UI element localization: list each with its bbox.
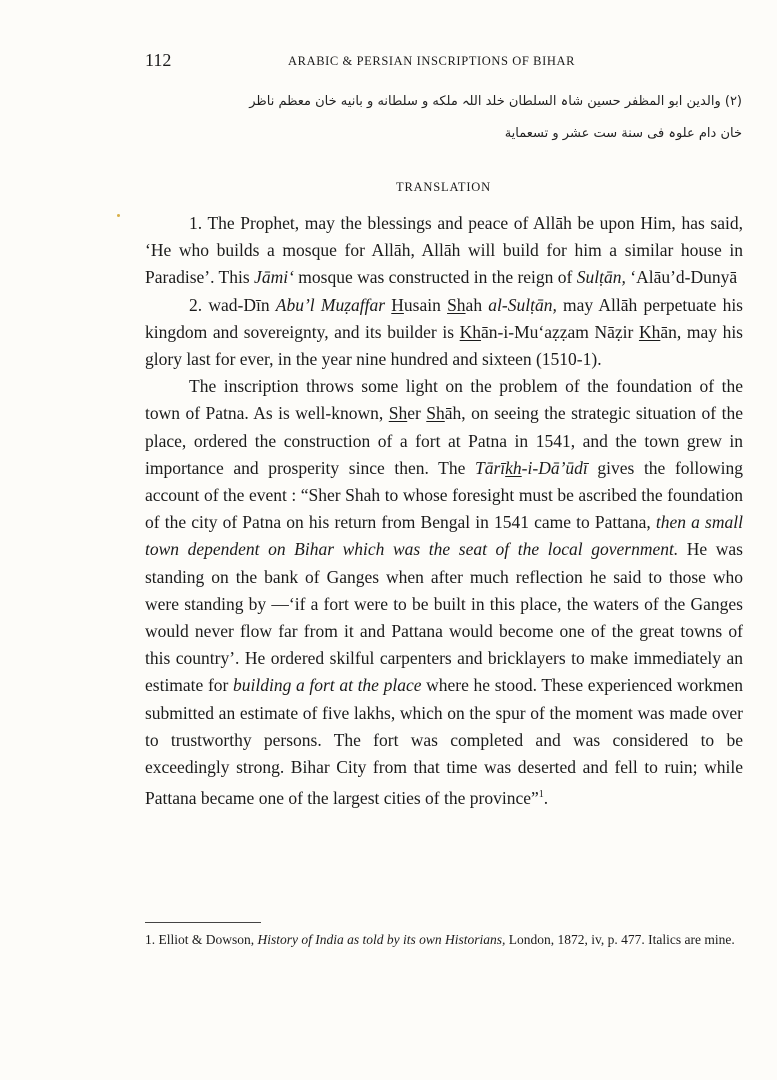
italic-quote: building a fort at the place [233,675,422,696]
footnote-number: 1. [145,932,156,947]
margin-mark [117,214,120,217]
section-title: TRANSLATION [396,180,491,194]
italic-quote: then a small town dependent on Bihar which was the seat of the local government. [145,512,743,560]
italic-term: Tārī [474,457,506,478]
footnote-title: History of India as told by its own Historians, [257,932,506,947]
italic-term: Abu’l Muẓaffar [275,294,386,315]
paragraph-1: 1. The Prophet, may the blessings and peace of Allāh be upon Him, has said, ‘He who builds a mosque for Allāh, Allāh will build for him a similar house in Paradise’. This Jāmi‘ mosque was constructed in the reign of Sulṭān, ‘Alāu’d-Dunyā [145,213,743,288]
page-number: 112 [145,50,172,70]
running-head: ARABIC & PERSIAN INSCRIPTIONS OF BIHAR [288,54,576,68]
arabic-inscription-line-1: (۲) والدین ابو المظفر حسین شاہ السلطان خلد اللہ ملکه و سلطانه و بانیه خان معظم ناظر [249,94,742,109]
italic-term: al-Sulṭān, [488,294,557,315]
paragraph-3: The inscription throws some light on the problem of the foundation of the town of Patna. As is well-known, Sher Shāh, on seeing the strategic situation of the place, ordered the construction of a fort at Patna in 1541, and the town grew in importance and prosperity since then. The Tārīkh-i-Dā’ūdī gives the following account of the event : “Sher Shah to whose foresight must be ascribed the foundation of the city of Patna on his return from Bengal in 1541 came to Pattana, then a small town dependent on Bihar which was the seat of the local government. He was standing on the bank of Ganges when after much reflection he said to those who were standing by —‘if a fort were to be built in this place, the waters of the Ganges would never flow far from it and Pattana would become one of the great towns of this country’. He ordered skilful carpenters and bricklayers to make immediately an estimate for building a fort at the place where he stood. These experienced workmen submitted an estimate of five lakhs, which on the spur of the moment was made over to trustworthy persons. The fort was completed and was considered to be exceedingly strong. Bihar City from that time was deserted and fell to ruin; while Pattana became one of the largest cities of the province”$^1$. [145,376,744,809]
arabic-inscription-line-2: خان دام علوہ فی سنة ست عشر و تسعمایة [504,126,742,141]
footnote-rule [145,922,261,923]
paragraph-2: 2. wad-Dīn Abu’l Muẓaffar Husain Shah al-Sulṭān, may Allāh perpetuate his kingdom and sovereignty, and its builder is Khān-i-Mu‘aẓẓam Nāẓir Khān, may his glory last for ever, in the year nine hundred and sixteen (1510-1). [145,294,743,370]
page-header [145,50,745,74]
footnote-reference: 1 [538,789,544,801]
italic-term: Jāmi‘ [254,267,294,288]
italic-term: Sulṭān, [576,267,626,288]
footnote: 1. Elliot & Dowson, History of India as told by its own Historians, London, 1872, iv, p. 477. Italics are mine. [145,932,735,947]
translation-body [145,210,743,812]
